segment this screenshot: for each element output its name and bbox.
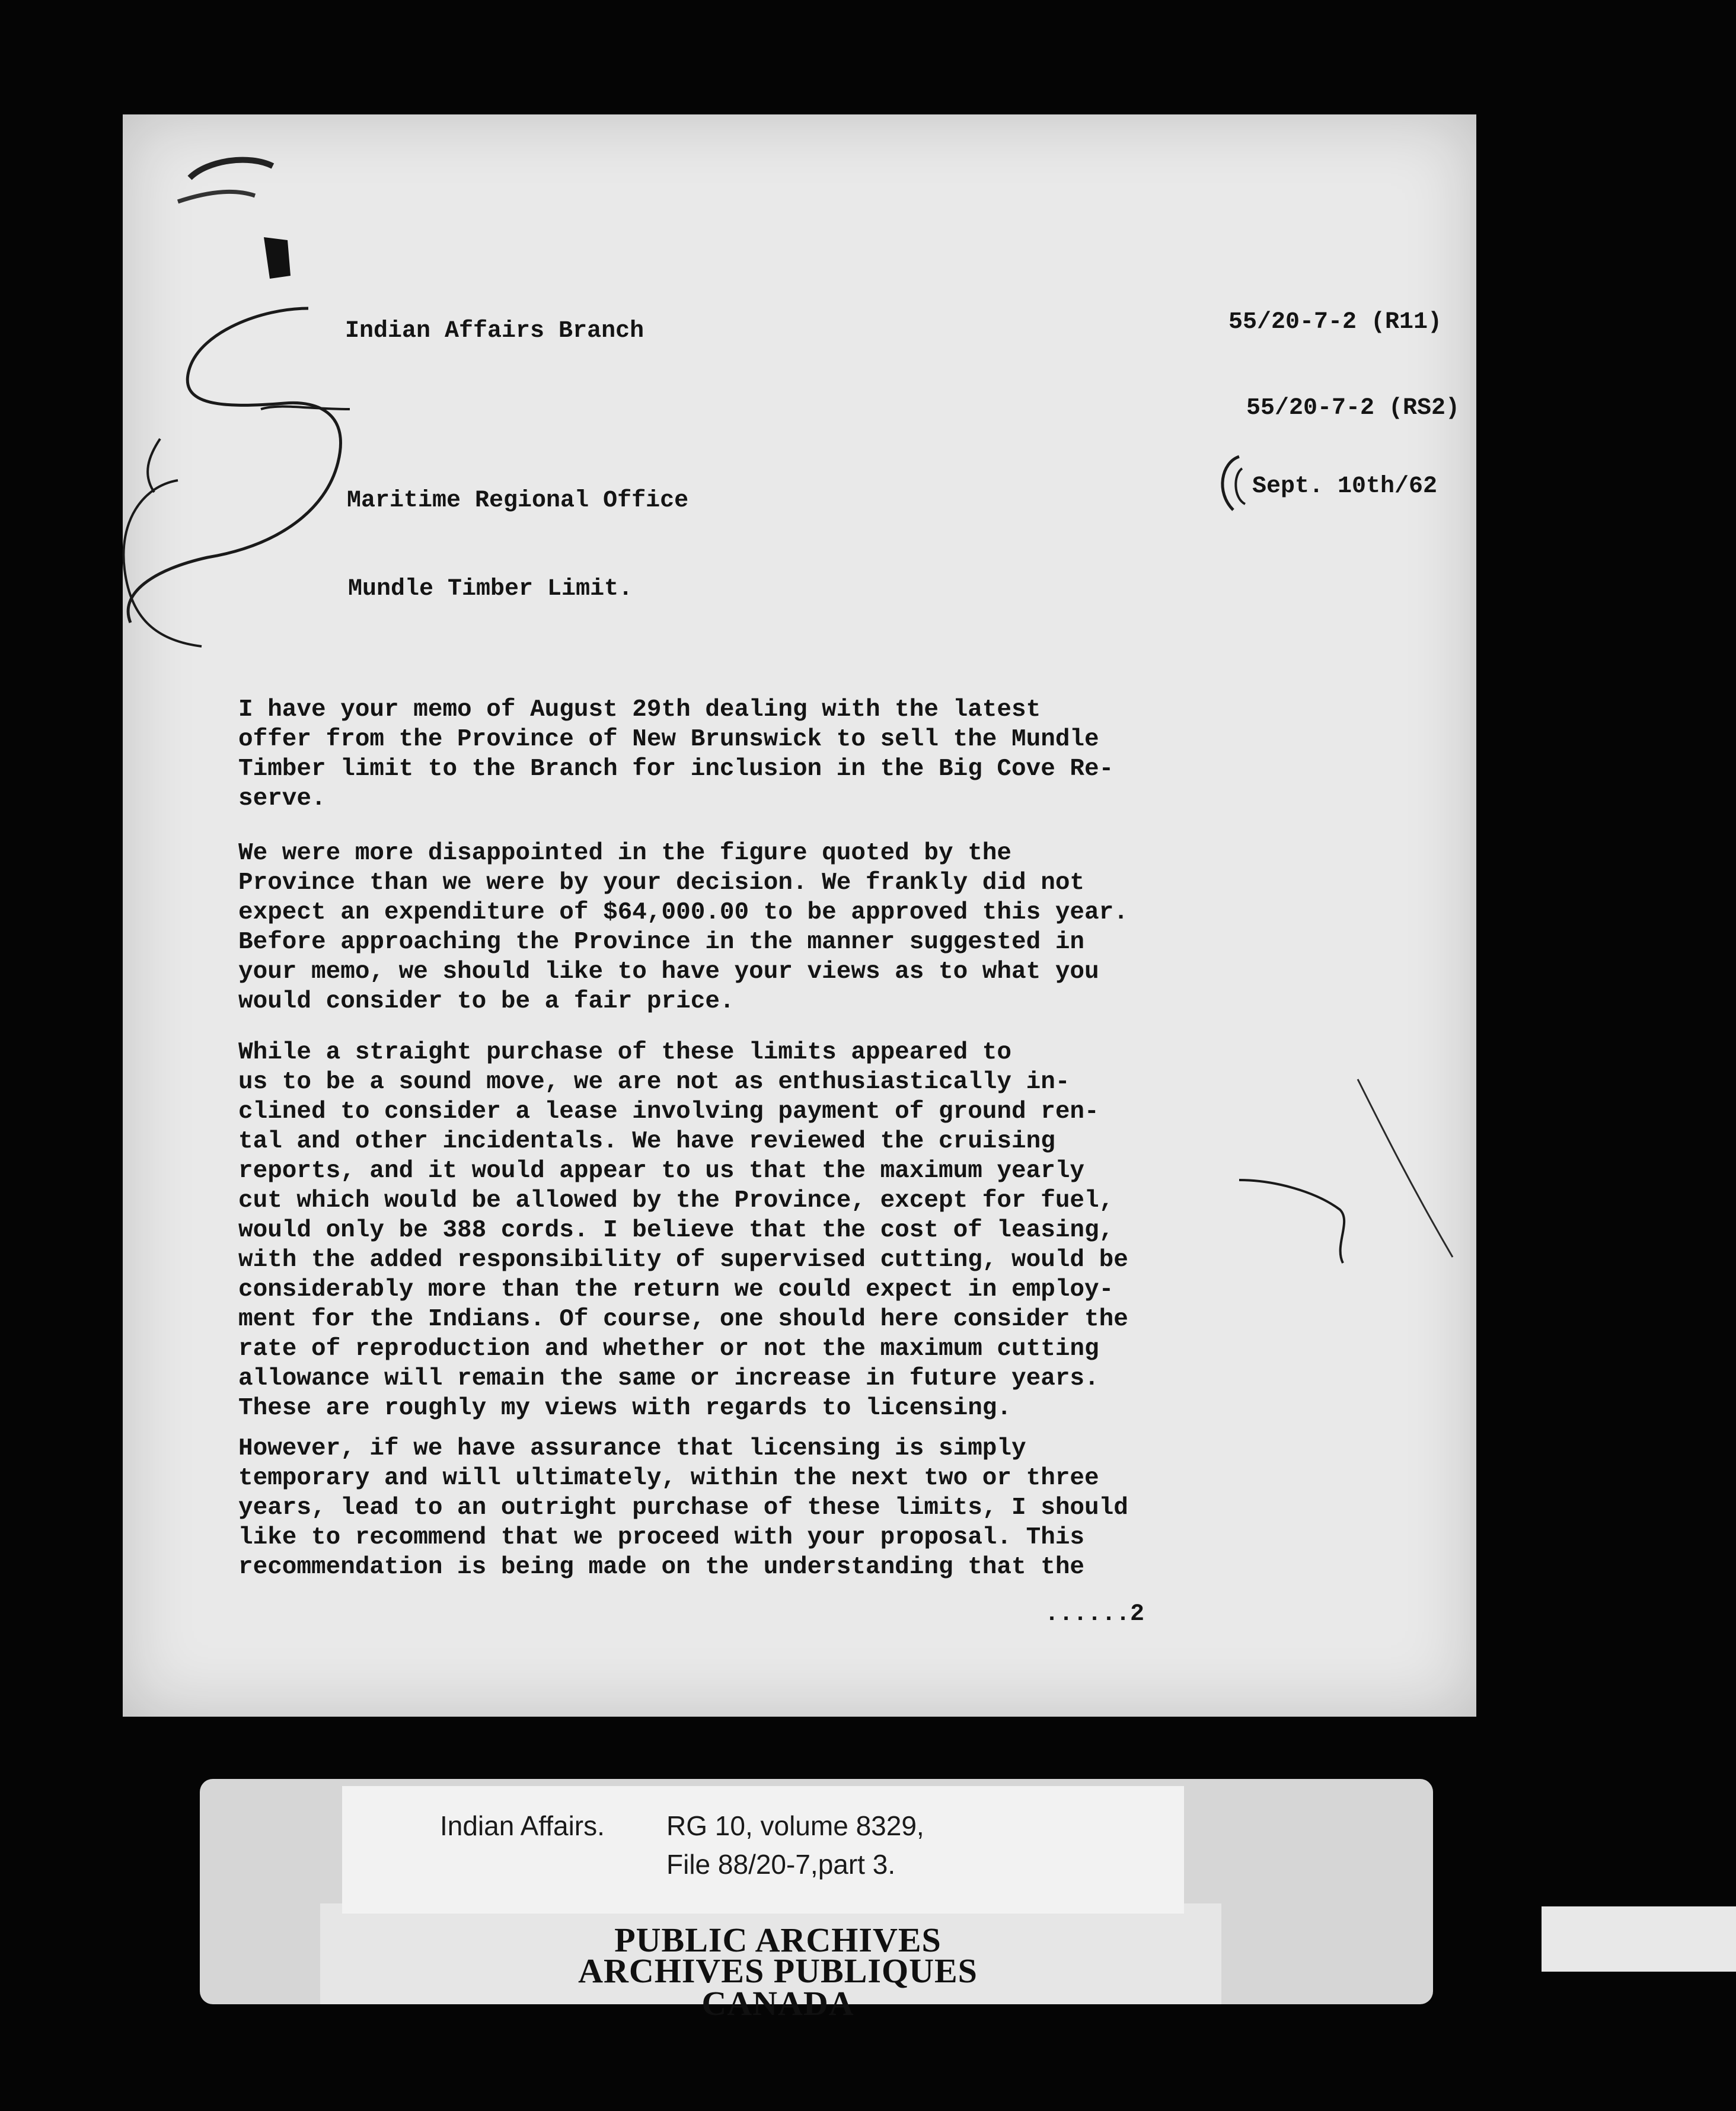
paragraph-line: offer from the Province of New Brunswick to sell the Mundle xyxy=(238,726,1099,753)
paragraph-line: recommendation is being made on the understanding that the xyxy=(238,1554,1085,1581)
paragraph-line: tal and other incidentals. We have reviewed the cruising xyxy=(238,1128,1055,1155)
paragraph-line: cut which would be allowed by the Province, except for fuel, xyxy=(238,1187,1114,1214)
archive-reference-label xyxy=(342,1786,1184,1914)
paragraph-1 xyxy=(238,695,1246,814)
paragraph-line: considerably more than the return we could expect in employ- xyxy=(238,1276,1114,1303)
paragraph-line: your memo, we should like to have your views as to what you xyxy=(238,958,1099,986)
paragraph-line: rate of reproduction and whether or not the maximum cutting xyxy=(238,1335,1099,1363)
paragraph-line: We were more disappointed in the figure quoted by the xyxy=(238,840,1012,867)
paragraph-line: would consider to be a fair price. xyxy=(238,988,735,1015)
paragraph-line: temporary and will ultimately, within the next two or three xyxy=(238,1465,1099,1492)
paragraph-4 xyxy=(238,1434,1246,1582)
paragraph-line: I have your memo of August 29th dealing with the latest xyxy=(238,696,1041,723)
paragraph-line: Before approaching the Province in the manner suggested in xyxy=(238,929,1085,956)
sender-heading: Indian Affairs Branch xyxy=(345,318,644,345)
recipient-heading: Maritime Regional Office xyxy=(347,487,689,514)
label-reference-line-2: File 88/20-7,part 3. xyxy=(666,1849,896,1880)
archive-stamp-line-2: ARCHIVES PUBLIQUES xyxy=(578,1951,978,1990)
subject-line: Mundle Timber Limit. xyxy=(348,576,633,602)
letter-date: Sept. 10th/62 xyxy=(1252,473,1438,500)
file-reference-2: 55/20-7-2 (RS2) xyxy=(1246,395,1460,422)
paragraph-line: like to recommend that we proceed with your proposal. This xyxy=(238,1524,1085,1551)
paragraph-line: reports, and it would appear to us that the maximum yearly xyxy=(238,1157,1085,1185)
paragraph-line: ment for the Indians. Of course, one should here consider the xyxy=(238,1306,1128,1333)
paragraph-line: serve. xyxy=(238,785,326,812)
paragraph-line: However, if we have assurance that licensing is simply xyxy=(238,1435,1026,1462)
paragraph-line: While a straight purchase of these limits appeared to xyxy=(238,1039,1012,1066)
page-continuation: ......2 xyxy=(1045,1601,1145,1628)
paragraph-line: These are roughly my views with regards to licensing. xyxy=(238,1395,1012,1422)
paragraph-line: expect an expenditure of $64,000.00 to be approved this year. xyxy=(238,899,1128,926)
paragraph-line: with the added responsibility of supervised cutting, would be xyxy=(238,1246,1128,1274)
paragraph-line: us to be a sound move, we are not as enthusiastically in- xyxy=(238,1069,1070,1096)
paragraph-line: clined to consider a lease involving payment of ground ren- xyxy=(238,1098,1099,1125)
film-frame-counter xyxy=(1542,1906,1736,1972)
paragraph-line: allowance will remain the same or increase in future years. xyxy=(238,1365,1099,1392)
paragraph-line: Timber limit to the Branch for inclusion in the Big Cove Re- xyxy=(238,755,1114,783)
file-reference-1: 55/20-7-2 (R11) xyxy=(1228,309,1443,336)
paragraph-line: Province than we were by your decision. We frankly did not xyxy=(238,869,1085,897)
archive-stamp-line-1: PUBLIC ARCHIVES xyxy=(614,1921,942,1959)
paragraph-line: years, lead to an outright purchase of these limits, I should xyxy=(238,1494,1128,1522)
label-reference-line-1: RG 10, volume 8329, xyxy=(666,1810,924,1841)
paragraph-2 xyxy=(238,838,1246,1016)
label-department: Indian Affairs. xyxy=(440,1810,605,1841)
paragraph-3 xyxy=(238,1038,1246,1423)
archive-stamp-line-3: CANADA xyxy=(701,1984,854,2023)
paragraph-line: would only be 388 cords. I believe that the cost of leasing, xyxy=(238,1217,1114,1244)
